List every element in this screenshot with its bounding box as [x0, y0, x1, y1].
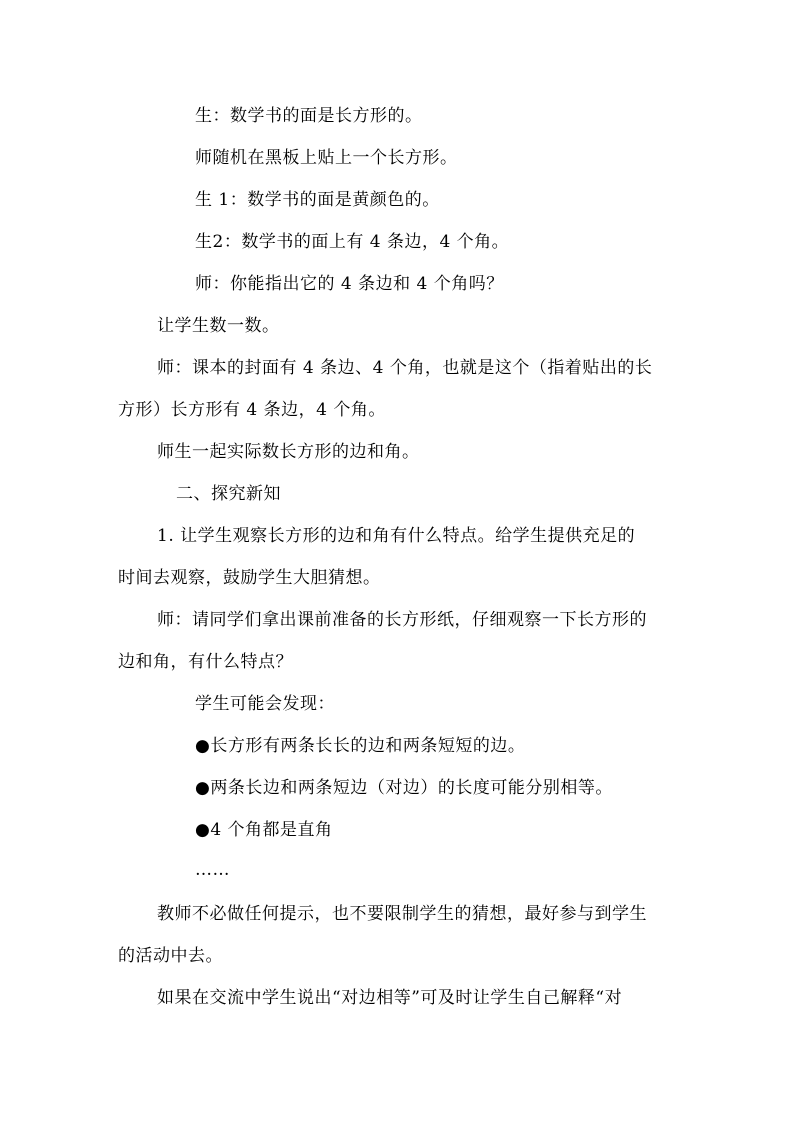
text-line: 如果在交流中学生说出“对边相等”可及时让学生自己解释“对 [157, 988, 623, 1008]
text-line: 边和角，有什么特点？ [118, 652, 293, 672]
text-line: 师随机在黑板上贴上一个长方形。 [195, 148, 458, 168]
text-line: 师：你能指出它的 4 条边和 4 个角吗？ [195, 274, 504, 294]
text-line: 1. 让学生观察长方形的边和角有什么特点。给学生提供充足的 [157, 526, 636, 546]
text-line: 时间去观察，鼓励学生大胆猜想。 [118, 568, 381, 588]
text-line: 学生可能会发现： [195, 694, 335, 714]
ellipsis: …… [195, 860, 230, 880]
bullet-item: ●两条长边和两条短边（对边）的长度可能分别相等。 [195, 778, 613, 798]
bullet-item: ●4 个角都是直角 [195, 820, 333, 840]
text-line: 让学生数一数。 [157, 316, 280, 336]
text-line: 师：请同学们拿出课前准备的长方形纸，仔细观察一下长方形的 [157, 610, 647, 630]
text-line: 生2：数学书的面上有 4 条边，4 个角。 [195, 232, 510, 252]
text-line: 生：数学书的面是长方形的。 [195, 106, 423, 126]
text-line: 师生一起实际数长方形的边和角。 [157, 442, 420, 462]
text-line: 的活动中去。 [118, 946, 223, 966]
section-heading: 二、探究新知 [176, 484, 281, 504]
text-line: 教师不必做任何提示，也不要限制学生的猜想，最好参与到学生 [157, 904, 647, 924]
text-line: 生 1：数学书的面是黄颜色的。 [195, 190, 440, 210]
text-line: 师：课本的封面有 4 条边、4 个角，也就是这个（指着贴出的长 [157, 358, 653, 378]
text-line: 方形）长方形有 4 条边，4 个角。 [118, 400, 386, 420]
bullet-item: ●长方形有两条长长的边和两条短短的边。 [195, 736, 526, 756]
